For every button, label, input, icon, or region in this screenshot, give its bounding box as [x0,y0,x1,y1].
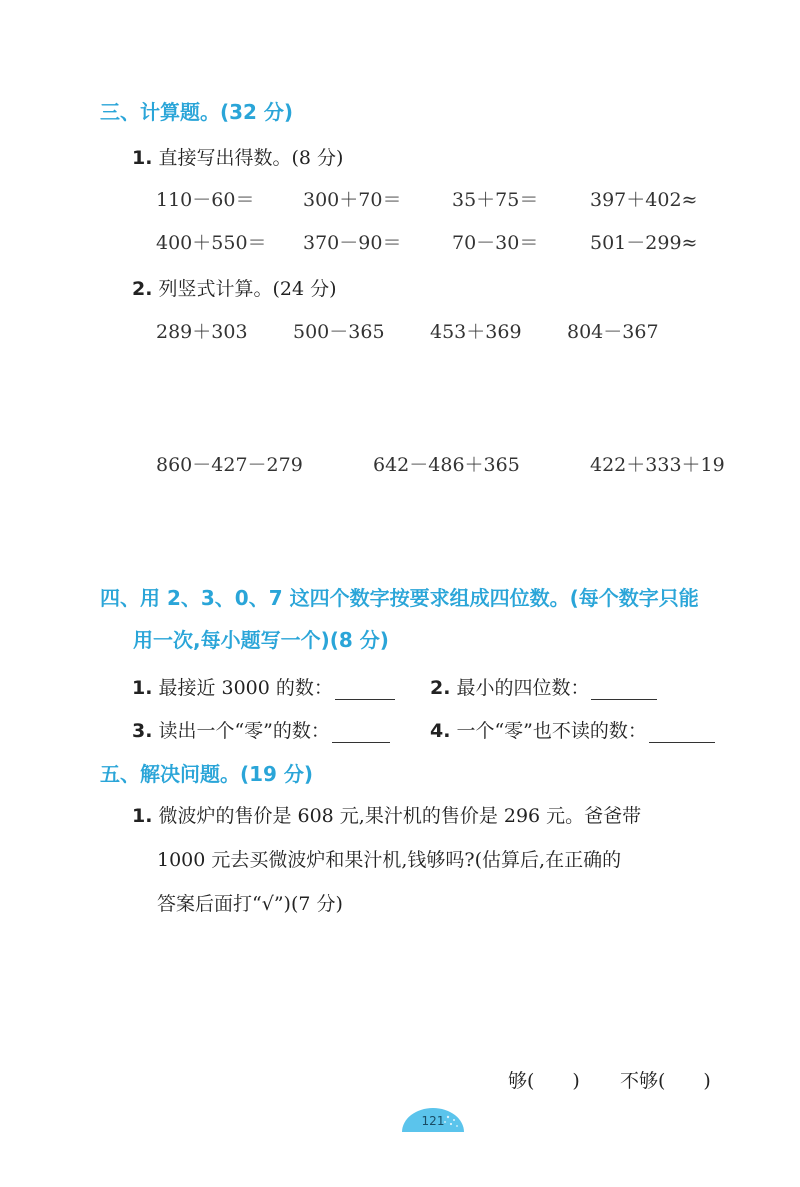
q3-1-item: 35＋75＝ [452,189,539,211]
section5-heading: 五、解决问题。(19 分) [100,762,314,786]
q5-1-line2: 1000 元去买微波炉和果汁机,钱够吗?(估算后,在正确的 [157,849,622,871]
q3-1-item: 400＋550＝ [156,232,267,254]
answer-blank[interactable] [332,724,390,743]
page-number: 121 [421,1114,445,1128]
q5-1-line3: 答案后面打“√”)(7 分) [157,893,343,915]
q4-3-text: 读出一个“零”的数： [158,720,330,742]
q5-1-number: 1. [132,805,153,827]
q3-1-text: 直接写出得数。(8 分) [158,147,344,169]
q4-4-number: 4. [430,720,451,742]
q4-1 [132,673,395,700]
answer-not-enough[interactable]: 不够( ) [620,1070,711,1092]
q4-2-number: 2. [430,677,451,699]
q4-3-number: 3. [132,720,153,742]
q4-2 [430,673,657,700]
q5-1-line1 [132,794,641,838]
q4-4 [430,716,715,743]
q4-4-text: 一个“零”也不读的数： [456,720,647,742]
q3-2-item: 860－427－279 [156,454,303,476]
q3-1-item: 370－90＝ [303,232,402,254]
q3-2-title [132,274,337,301]
q3-2-item: 453＋369 [430,321,522,343]
q3-2-item: 422＋333＋19 [590,454,725,476]
q3-1-item: 110－60＝ [156,189,255,211]
q3-2-text: 列竖式计算。(24 分) [158,278,337,300]
answer-blank[interactable] [335,681,395,700]
q3-2-number: 2. [132,278,153,300]
q3-1-item: 70－30＝ [452,232,539,254]
q3-1-item: 397＋402≈ [590,189,698,211]
q4-3 [132,716,390,743]
q4-1-text: 最接近 3000 的数： [158,677,333,699]
page-number-badge [398,1106,468,1132]
section4-heading-line2: 用一次,每小题写一个)(8 分) [133,628,389,652]
q3-1-title [132,143,343,170]
section3-heading: 三、计算题。(32 分) [100,100,294,124]
q3-1-item: 501－299≈ [590,232,698,254]
q3-2-item: 500－365 [293,321,385,343]
section4-heading-line1: 四、用 2、3、0、7 这四个数字按要求组成四位数。(每个数字只能 [100,586,699,610]
q4-1-number: 1. [132,677,153,699]
q4-2-text: 最小的四位数： [456,677,590,699]
answer-blank[interactable] [591,681,657,700]
q5-1-text-line1: 微波炉的售价是 608 元,果汁机的售价是 296 元。爸爸带 [158,805,642,827]
q3-2-item: 804－367 [567,321,659,343]
q3-2-item: 642－486＋365 [373,454,520,476]
answer-blank[interactable] [649,724,715,743]
q3-2-item: 289＋303 [156,321,248,343]
answer-enough[interactable]: 够( ) [508,1070,580,1092]
q3-1-item: 300＋70＝ [303,189,402,211]
q3-1-number: 1. [132,147,153,169]
